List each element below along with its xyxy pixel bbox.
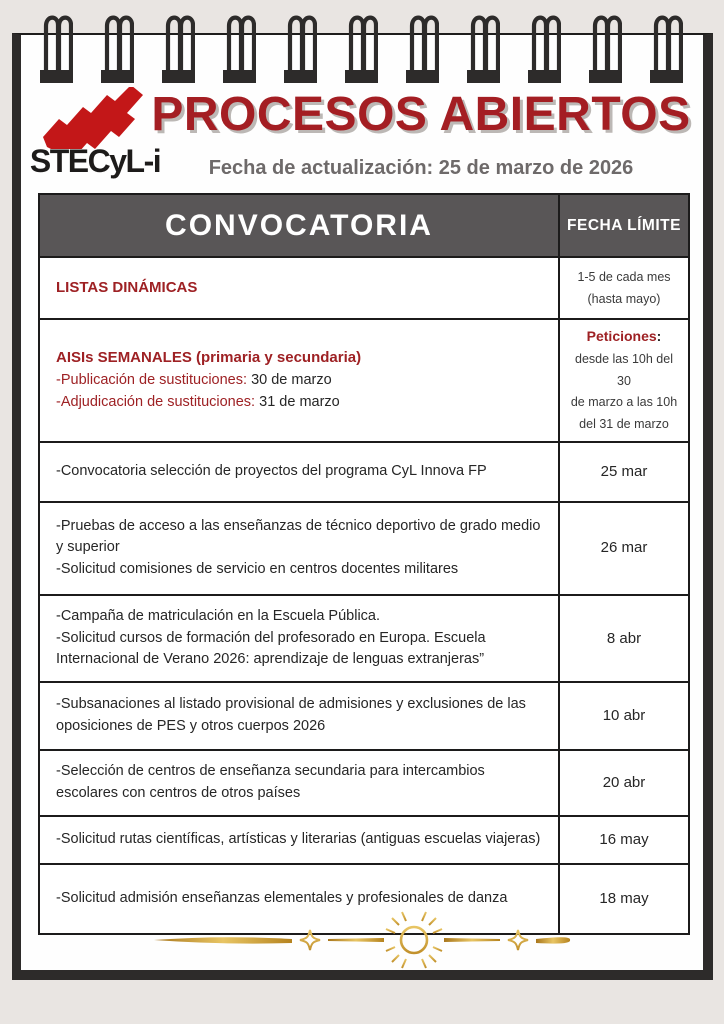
text-line [601,537,648,559]
spiral-binding-icon [528,12,561,84]
text-segment: -Selección de centros de enseñanza secundaria para intercambios escolares con centros de otros países [56,763,485,801]
text-line [587,326,662,348]
spiral-binding-icon [40,12,73,84]
text-line [56,761,542,805]
text-segment: LISTAS DINÁMICAS [56,278,198,296]
text-segment: -Solicitud cursos de formación del profesorado en Europa. Escuela Internacional de Verano 2026: aprendizaje de lenguas extranjeras” [56,629,486,668]
notebook-page [12,33,713,980]
text-segment: 26 mar [600,539,648,557]
text-line [603,772,646,794]
text-line [601,461,648,483]
union-flag-icon [39,87,147,149]
text-line [568,348,680,392]
text-segment: de marzo a las 10h [570,395,678,410]
text-line [56,370,542,392]
text-segment: 1-5 de cada mes [577,270,671,285]
text-segment: -Solicitud admisión enseñanzas elementales y profesionales de danza [56,889,508,906]
table-row [40,501,688,594]
text-line [599,829,648,851]
text-segment: Peticiones [586,328,657,344]
page-title: PROCESOS ABIERTOS [151,88,691,141]
spiral-binding-icon [345,12,378,84]
spiral-binding-icon [650,12,683,84]
spiral-binding-icon [101,12,134,84]
table-row [40,681,688,749]
spiral-binding [40,12,683,84]
table-body [40,256,688,933]
column-header-fecha-limite: FECHA LÍMITE [558,195,688,256]
sun-divider-icon [152,897,572,983]
sparkle-diamond-icon [300,930,320,950]
spiral-binding-icon [284,12,317,84]
text-segment: 25 mar [600,462,648,480]
table-row [40,441,688,501]
text-line [607,628,641,650]
divider-line-right [536,937,570,943]
spiral-binding-icon [467,12,500,84]
text-segment: -Campaña de matriculación en la Escuela Pública. [56,607,381,624]
update-date-line: Fecha de actualización: 25 de marzo de 2026 [208,157,634,179]
text-segment: del 31 de marzo [579,417,669,431]
text-segment: (hasta mayo) [587,292,661,306]
text-line [56,606,542,628]
convocatoria-cell [40,751,558,815]
convocatoria-cell [40,258,558,318]
text-line [56,461,542,483]
spiral-binding-icon [589,12,622,84]
sparkle-diamond-icon [508,930,528,950]
text-segment: desde las 10h del 30 [575,351,673,388]
text-line [56,392,542,414]
deadline-cell [558,320,688,441]
spiral-binding-icon [406,12,439,84]
deadline-cell [558,258,688,318]
text-segment: 18 may [599,889,649,907]
deadline-cell [558,503,688,594]
text-segment: -Adjudicación de sustituciones: [56,393,260,410]
text-line [56,559,542,581]
procesos-table [38,193,690,935]
text-line [56,829,542,851]
text-segment: 31 de marzo [259,393,340,410]
text-segment: -Pruebas de acceso a las enseñanzas de técnico deportivo de grado medio y superior [56,517,541,556]
logo-text: STECyL-i [29,143,161,179]
convocatoria-cell [40,320,558,441]
spiral-binding-icon [223,12,256,84]
convocatoria-cell [40,596,558,681]
text-line [56,277,542,300]
table-row [40,594,688,681]
text-line [579,413,669,435]
deadline-cell [558,817,688,863]
convocatoria-cell [40,503,558,594]
text-segment: -Convocatoria selección de proyectos del programa CyL Innova FP [56,462,487,479]
deadline-cell [558,443,688,501]
text-segment: 16 may [599,830,649,848]
text-segment: 8 abr [606,629,642,647]
text-line [56,516,542,560]
divider-line-inner-right [444,938,500,942]
text-line [599,888,648,910]
text-line [588,288,661,310]
divider-line-left [154,937,292,943]
text-segment: AISIs SEMANALES (primaria y secundaria) [56,349,362,367]
convocatoria-cell [40,817,558,863]
spiral-binding-icon [162,12,195,84]
deadline-cell [558,596,688,681]
text-line [56,347,542,370]
sun-icon [385,909,443,971]
table-row [40,815,688,863]
table-header-row [40,195,688,256]
convocatoria-cell [40,443,558,501]
text-segment: -Publicación de sustituciones: [56,372,252,388]
column-header-convocatoria: CONVOCATORIA [165,208,433,242]
table-row [40,256,688,318]
text-segment: 20 abr [602,773,646,791]
text-line [56,694,542,738]
deadline-cell [558,865,688,933]
convocatoria-cell [40,683,558,749]
text-line [571,391,677,413]
text-segment: 30 de marzo [251,372,332,388]
deadline-cell [558,751,688,815]
text-segment: -Subsanaciones al listado provisional de admisiones y exclusiones de las oposiciones de PES y otros cuerpos 2026 [56,696,526,734]
text-segment: -Solicitud comisiones de servicio en centros docentes militares [56,561,459,578]
deadline-cell [558,683,688,749]
table-row [40,749,688,815]
divider-line-inner-left [328,938,384,942]
text-line [56,628,542,672]
text-segment: 10 abr [602,707,646,725]
text-line [603,705,646,727]
table-row [40,318,688,441]
text-line [577,266,670,288]
text-segment: -Solicitud rutas científicas, artísticas y literarias (antiguas escuelas viajeras) [56,830,541,847]
text-segment: : [656,328,662,344]
